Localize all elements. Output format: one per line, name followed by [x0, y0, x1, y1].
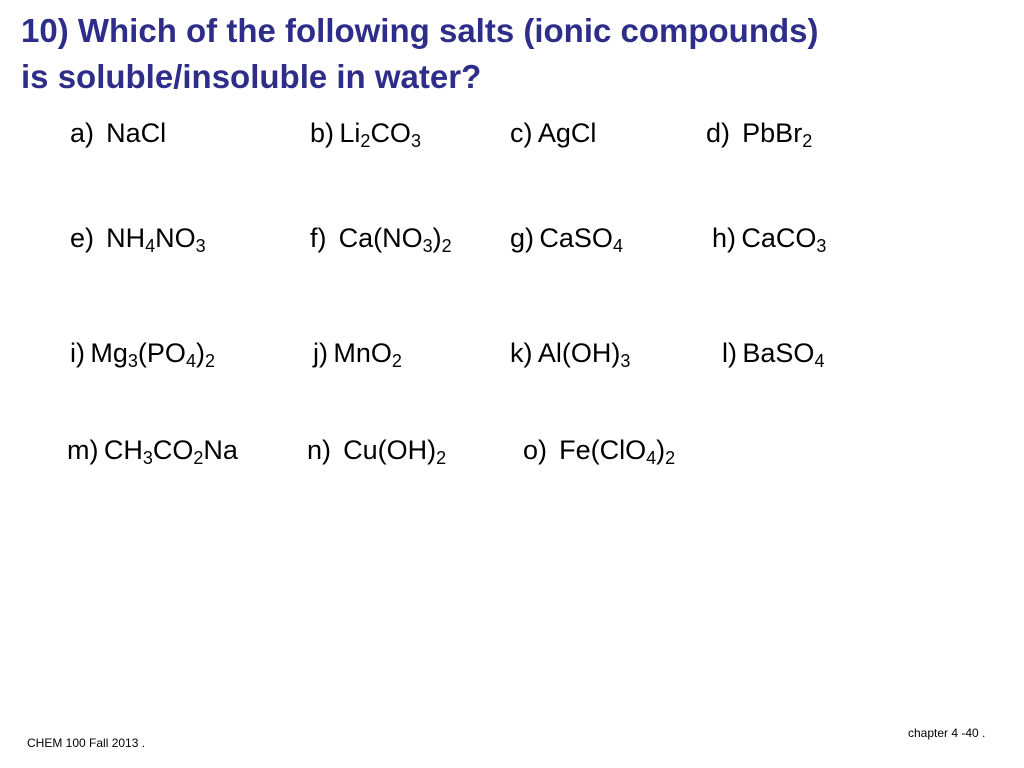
compound-item-a: [70, 117, 166, 149]
compound-item-f: [310, 222, 452, 254]
item-label: a): [70, 118, 95, 148]
item-label: o): [523, 435, 548, 465]
chemical-formula: $Li_2CO_3$: [339, 118, 421, 151]
chemical-formula: CaCO$_3$: [741, 223, 827, 256]
chemical-formula: AgCl: [537, 118, 597, 148]
compound-item-b: [310, 117, 421, 149]
item-label: n): [307, 435, 332, 465]
footer-course: CHEM 100 Fall 2013 .: [27, 736, 146, 750]
chemical-formula: MnO$_2$: [333, 338, 402, 371]
compound-item-j: [313, 337, 402, 369]
item-label: h): [712, 223, 737, 253]
compound-item-k: [510, 337, 630, 369]
compound-item-g: [510, 222, 623, 254]
compound-item-o: [523, 434, 675, 466]
slide-title: [21, 8, 1011, 100]
item-label: f): [310, 223, 327, 253]
compound-item-n: [307, 434, 446, 466]
title-line-1: 10) Which of the following salts (ionic compounds): [21, 12, 819, 49]
title-line-2: is soluble/insoluble in water?: [21, 58, 482, 95]
footer-page-number: chapter 4 -40 .: [908, 726, 986, 740]
chemical-formula: $Mg_3(PO_4)_2$: [90, 338, 215, 371]
chemical-formula: NaCl: [106, 118, 167, 148]
item-label: e): [70, 223, 95, 253]
compound-item-d: [706, 117, 812, 149]
item-label: c): [510, 118, 533, 148]
item-label: b): [310, 118, 335, 148]
item-label: d): [706, 118, 731, 148]
item-label: k): [510, 338, 533, 368]
chemical-formula: $Cu(OH)_2$: [343, 435, 447, 468]
item-label: l): [722, 338, 737, 368]
chemical-formula: $Al(OH)_3$: [537, 338, 631, 371]
chemical-formula: PbBr$_2$: [742, 118, 813, 151]
compound-item-l: [722, 337, 824, 369]
chemical-formula: $NH_4NO_3$: [106, 223, 206, 256]
item-label: m): [67, 435, 99, 465]
compound-item-h: [712, 222, 826, 254]
chemical-formula: CaSO$_4$: [539, 223, 623, 256]
compound-item-c: [510, 117, 596, 149]
chemical-formula: $Ca(NO_3)_2$: [338, 223, 452, 256]
chemical-formula: BaSO$_4$: [742, 338, 825, 371]
compound-item-m: [67, 434, 238, 466]
item-label: i): [70, 338, 85, 368]
compound-item-i: [70, 337, 215, 369]
chemical-formula: $CH_3CO_2Na$: [103, 435, 238, 468]
chemical-formula: $Fe(ClO_4)_2$: [559, 435, 676, 468]
compound-item-e: [70, 222, 206, 254]
item-label: j): [313, 338, 328, 368]
item-label: g): [510, 223, 535, 253]
